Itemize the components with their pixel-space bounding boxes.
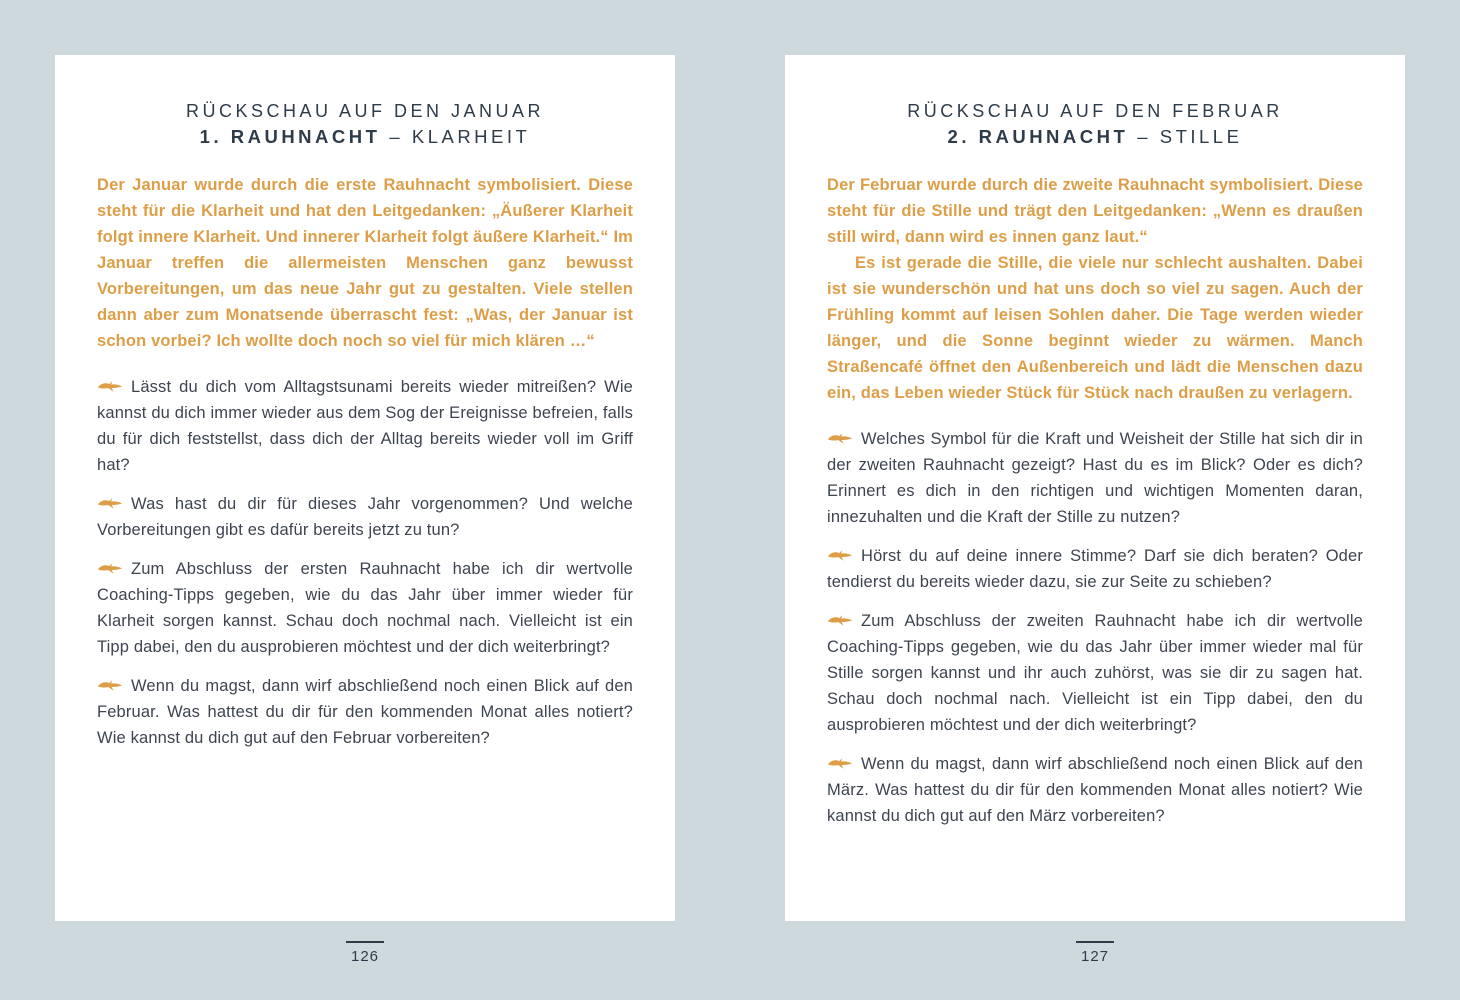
page-title-line-2: [827, 124, 1363, 150]
bullet-item: [827, 608, 1363, 738]
bullet-text: Wenn du magst, dann wirf abschließend noch einen Blick auf den März. Was hattest du dir für den kommenden Monat alles notiert? Wie kannst du dich gut auf den März vorbereiten?: [827, 755, 1363, 826]
bullet-item: [97, 374, 633, 478]
page-number: 127: [1080, 948, 1110, 965]
right-page-column: [785, 55, 1405, 1000]
bullet-item: [97, 491, 633, 543]
bird-icon: [97, 380, 123, 393]
bird-icon: [97, 679, 123, 692]
bird-icon: [827, 549, 853, 562]
bullet-item: [97, 673, 633, 751]
title-rauhnacht-number: 2. RAUHNACHT: [947, 126, 1129, 148]
bird-icon: [827, 432, 853, 445]
bullet-item: [827, 751, 1363, 829]
title-rauhnacht-number: 1. RAUHNACHT: [199, 126, 381, 148]
bullet-text: Zum Abschluss der ersten Rauhnacht habe ich dir wertvolle Coaching-Tipps gegeben, wie du das Jahr über immer wieder für Klarheit sorgen kannst. Schau doch nochmal nach. Vielleicht ist ein Tipp dabei, den du ausprobieren möchtest und der dich weiterbringt?: [97, 560, 633, 657]
page-title-line-2: [97, 124, 633, 150]
page-number-rule: [346, 941, 384, 943]
intro-paragraph: Es ist gerade die Stille, die viele nur schlecht aushalten. Dabei ist sie wunderschön und hat uns doch so viel zu sagen. Auch der Frühling kommt auf leisen Sohlen daher. Die Tage werden wieder länger, und die Sonne beginnt wieder zu wärmen. Manch Straßencafé öffnet den Außenbereich und lädt die Menschen dazu ein, das Leben wieder Stück für Stück nach draußen zu verlagern.: [827, 254, 1363, 403]
intro-block: [827, 172, 1363, 406]
page-footer: [55, 941, 675, 965]
bullet-text: Wenn du magst, dann wirf abschließend noch einen Blick auf den Februar. Was hattest du dir für den kommenden Monat alles notiert? Wie kannst du dich gut auf den Februar vorbereiten?: [97, 677, 633, 748]
page-number-rule: [1076, 941, 1114, 943]
bullet-text: Lässt du dich vom Alltagstsunami bereits wieder mitreißen? Wie kannst du dich immer wieder aus dem Sog der Ereignisse befreien, falls du für dich feststellst, dass dich der Alltag bereits wieder voll im Griff hat?: [97, 378, 633, 475]
page-title-line-1: RÜCKSCHAU AUF DEN JANUAR: [185, 101, 545, 121]
bullet-text: Zum Abschluss der zweiten Rauhnacht habe ich dir wertvolle Coaching-Tipps gegeben, wie du das Jahr über immer wieder mal für Stille sorgen kannst und ihr auch zuhörst, was sie dir zu sagen hat. Schau doch nochmal nach. Vielleicht ist ein Tipp dabei, den du ausprobieren möchtest und der dich weiterbringt?: [827, 612, 1363, 735]
bird-icon: [827, 757, 853, 770]
left-page-column: [55, 55, 675, 1000]
bullet-text: Was hast du dir für dieses Jahr vorgenommen? Und welche Vorbereitungen gibt es dafür bereits jetzt zu tun?: [97, 495, 633, 540]
bird-icon: [97, 497, 123, 510]
intro-block: [97, 172, 633, 354]
bullet-item: [827, 543, 1363, 595]
bird-icon: [827, 614, 853, 627]
title-rauhnacht-theme: – STILLE: [1137, 126, 1243, 148]
page-title-line-1: RÜCKSCHAU AUF DEN FEBRUAR: [907, 101, 1283, 121]
bullet-text: Hörst du auf deine innere Stimme? Darf sie dich beraten? Oder tendierst du bereits wieder dazu, sie zur Seite zu schieben?: [827, 547, 1363, 592]
page-left: [55, 55, 675, 921]
page-number: 126: [350, 948, 380, 965]
bird-icon: [97, 562, 123, 575]
intro-paragraph: Der Februar wurde durch die zweite Rauhnacht symbolisiert. Diese steht für die Stille und trägt den Leitgedanken: „Wenn es draußen still wird, dann wird es innen ganz laut.“: [827, 176, 1363, 247]
bullet-text: Welches Symbol für die Kraft und Weisheit der Stille hat sich dir in der zweiten Rauhnacht gezeigt? Hast du es im Blick? Oder es dich? Erinnert es dich in den richtigen und wichtigen Momenten daran, innezuhalten und die Kraft der Stille zu nutzen?: [827, 430, 1363, 527]
page-right: [785, 55, 1405, 921]
bullet-item: [827, 426, 1363, 530]
title-rauhnacht-theme: – KLARHEIT: [389, 126, 531, 148]
intro-paragraph: Der Januar wurde durch die erste Rauhnacht symbolisiert. Diese steht für die Klarheit und hat den Leitgedanken: „Äußerer Klarheit folgt innere Klarheit. Und innerer Klarheit folgt äußere Klarheit.“ Im Januar treffen die allermeisten Menschen ganz bewusst Vorbereitungen, um das neue Jahr gut zu gestalten. Viele stellen dann aber zum Monatsende überrascht fest: „Was, der Januar ist schon vorbei? Ich wollte doch noch so viel für mich klären …“: [97, 176, 633, 351]
bullet-item: [97, 556, 633, 660]
page-footer: [785, 941, 1405, 965]
